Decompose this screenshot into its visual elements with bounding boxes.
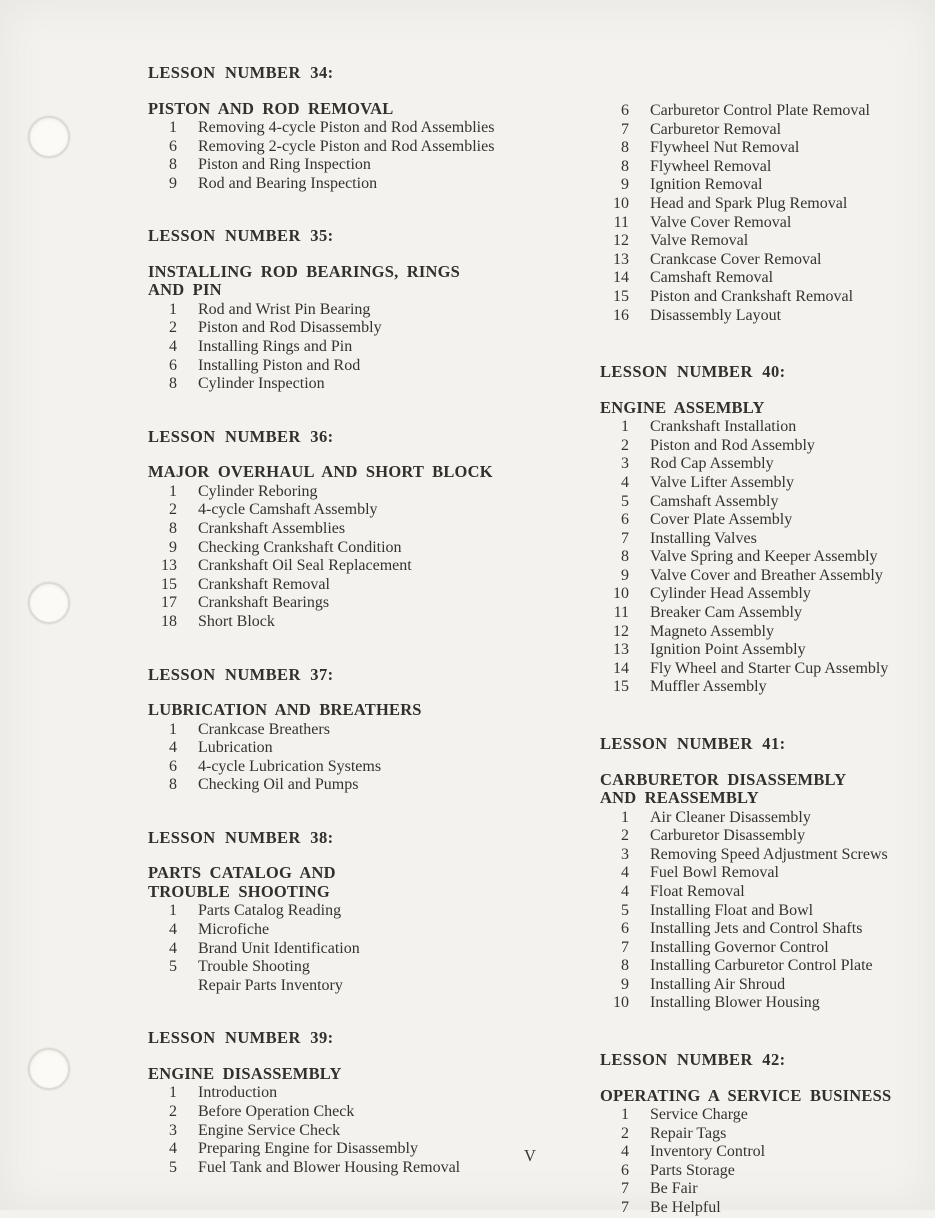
toc-item: [600, 567, 935, 586]
item-title: Installing Governor Control: [650, 938, 829, 956]
section-title: PISTON AND ROD REMOVAL: [148, 98, 394, 118]
item-page-number: 9: [169, 174, 177, 192]
item-page-number: 7: [621, 1199, 629, 1217]
item-page-number: 1: [169, 1084, 177, 1102]
toc-item: [600, 511, 935, 530]
item-title: Inventory Control: [650, 1143, 766, 1161]
item-title: Before Operation Check: [198, 1103, 355, 1121]
item-title: Flywheel Nut Removal: [650, 139, 800, 157]
item-page-number: 1: [621, 418, 629, 436]
toc-item: [600, 902, 935, 921]
item-page-number: 1: [621, 1106, 629, 1124]
toc-item-list: [600, 1106, 935, 1218]
toc-item-list: [600, 102, 935, 325]
item-title: Checking Oil and Pumps: [198, 776, 359, 794]
lesson-heading: LESSON NUMBER 35:: [148, 226, 334, 246]
item-title: Trouble Shooting: [198, 958, 310, 976]
lesson-block: [600, 735, 935, 1013]
item-title: Crankshaft Removal: [198, 575, 330, 593]
item-page-number: 4: [621, 1143, 629, 1161]
toc-item-list: [148, 301, 593, 394]
toc-item: [600, 1199, 935, 1218]
lesson-block: [148, 666, 593, 795]
toc-item: [600, 176, 935, 195]
item-title: Valve Cover and Breather Assembly: [650, 566, 883, 584]
item-title: Piston and Ring Inspection: [198, 156, 371, 174]
item-title: Be Fair: [650, 1180, 698, 1198]
item-title: Parts Catalog Reading: [198, 902, 342, 920]
item-page-number: 13: [613, 250, 629, 268]
item-title: Service Charge: [650, 1106, 748, 1124]
punch-hole: [28, 116, 70, 158]
item-page-number: 5: [169, 1158, 177, 1176]
section-title: LUBRICATION AND BREATHERS: [148, 700, 422, 720]
item-title: Be Helpful: [650, 1199, 721, 1217]
toc-item: [148, 1084, 593, 1103]
toc-item: [148, 958, 593, 977]
item-title: Repair Tags: [650, 1124, 727, 1142]
toc-item: [600, 307, 935, 326]
toc-item: [600, 493, 935, 512]
item-page-number: 6: [169, 356, 177, 374]
item-title: Installing Piston and Rod: [198, 356, 361, 374]
lesson-block: [148, 227, 593, 393]
section-title: MAJOR OVERHAUL AND SHORT BLOCK: [148, 462, 493, 482]
item-title: Breaker Cam Assembly: [650, 604, 802, 622]
item-page-number: 6: [621, 511, 629, 529]
item-title: Removing 2-cycle Piston and Rod Assemblies: [198, 137, 495, 155]
toc-item: [148, 1122, 593, 1141]
item-page-number: 2: [169, 1103, 177, 1121]
item-page-number: 2: [621, 1124, 629, 1142]
item-title: Crankcase Breathers: [198, 720, 330, 738]
section-title: ENGINE ASSEMBLY: [600, 397, 765, 417]
lesson-block: [600, 363, 935, 697]
item-title: Cover Plate Assembly: [650, 511, 793, 529]
toc-item: [600, 1125, 935, 1144]
item-page-number: 8: [169, 375, 177, 393]
item-title: Cylinder Inspection: [198, 375, 325, 393]
item-title: Valve Removal: [650, 232, 749, 250]
page-number: V: [524, 1146, 536, 1165]
lesson-block: [148, 64, 593, 193]
item-title: Installing Float and Bowl: [650, 901, 814, 919]
item-page-number: 4: [169, 1140, 177, 1158]
item-title: Installing Air Shroud: [650, 975, 786, 993]
item-title: Removing Speed Adjustment Screws: [650, 845, 888, 863]
item-title: Valve Lifter Assembly: [650, 473, 794, 491]
toc-item: [148, 357, 593, 376]
item-page-number: 9: [169, 538, 177, 556]
item-title: Float Removal: [650, 882, 745, 900]
item-title: Camshaft Assembly: [650, 492, 779, 510]
item-page-number: 9: [621, 566, 629, 584]
toc-item: [148, 739, 593, 758]
toc-item: [148, 483, 593, 502]
toc-item: [600, 920, 935, 939]
toc-item: [148, 119, 593, 138]
item-page-number: 8: [621, 548, 629, 566]
item-title: Introduction: [198, 1084, 278, 1102]
item-title: Cylinder Reboring: [198, 482, 318, 500]
item-page-number: 2: [621, 436, 629, 454]
item-title: 4-cycle Lubrication Systems: [198, 757, 382, 775]
toc-item: [148, 940, 593, 959]
toc-item: [600, 474, 935, 493]
toc-item: [148, 319, 593, 338]
item-page-number: 2: [169, 501, 177, 519]
toc-item: [148, 138, 593, 157]
lesson-block: [600, 1051, 935, 1218]
right-column: [600, 64, 935, 1218]
toc-item: [600, 102, 935, 121]
toc-item: [600, 660, 935, 679]
toc-item: [148, 175, 593, 194]
lesson-heading: LESSON NUMBER 36:: [148, 426, 334, 446]
toc-item: [600, 530, 935, 549]
item-title: Flywheel Removal: [650, 157, 772, 175]
toc-item: [600, 623, 935, 642]
item-page-number: 7: [621, 1180, 629, 1198]
item-title: Engine Service Check: [198, 1121, 341, 1139]
item-page-number: 14: [613, 659, 629, 677]
item-page-number: 2: [169, 319, 177, 337]
item-page-number: 1: [169, 902, 177, 920]
item-page-number: 8: [621, 157, 629, 175]
item-page-number: 11: [613, 604, 629, 622]
item-page-number: 9: [621, 975, 629, 993]
toc-item: [148, 902, 593, 921]
item-page-number: 7: [621, 120, 629, 138]
item-title: Camshaft Removal: [650, 269, 774, 287]
toc-item: [148, 977, 593, 996]
toc-item: [600, 1162, 935, 1181]
lesson-heading: LESSON NUMBER 39:: [148, 1028, 334, 1048]
toc-item: [600, 994, 935, 1013]
item-title: Crankcase Cover Removal: [650, 250, 822, 268]
item-page-number: 4: [621, 882, 629, 900]
section-title: PARTS CATALOG AND: [148, 863, 336, 883]
item-page-number: 8: [169, 156, 177, 174]
item-title: Parts Storage: [650, 1161, 735, 1179]
toc-item-list: [148, 483, 593, 632]
item-page-number: 1: [169, 482, 177, 500]
toc-item: [600, 288, 935, 307]
item-page-number: 3: [169, 1121, 177, 1139]
lesson-heading: LESSON NUMBER 38:: [148, 827, 334, 847]
item-page-number: 4: [621, 864, 629, 882]
item-title: Installing Blower Housing: [650, 994, 820, 1012]
item-page-number: 6: [169, 757, 177, 775]
item-title: Head and Spark Plug Removal: [650, 194, 848, 212]
item-page-number: 5: [169, 958, 177, 976]
item-title: Ignition Point Assembly: [650, 641, 806, 659]
item-title: Checking Crankshaft Condition: [198, 538, 402, 556]
toc-item: [600, 864, 935, 883]
toc-item: [600, 1106, 935, 1125]
item-page-number: 9: [621, 176, 629, 194]
item-page-number: 14: [613, 269, 629, 287]
item-title: Rod and Bearing Inspection: [198, 174, 378, 192]
item-title: Piston and Crankshaft Removal: [650, 287, 854, 305]
toc-item-list: [600, 809, 935, 1014]
item-title: Microfiche: [198, 921, 270, 939]
item-title: Carburetor Control Plate Removal: [650, 102, 870, 119]
toc-item: [148, 1103, 593, 1122]
section-title: AND REASSEMBLY: [600, 788, 759, 808]
item-page-number: 4: [169, 921, 177, 939]
item-title: Fuel Bowl Removal: [650, 864, 779, 882]
toc-item: [600, 846, 935, 865]
toc-item: [148, 539, 593, 558]
item-title: Fly Wheel and Starter Cup Assembly: [650, 659, 889, 677]
item-page-number: 6: [621, 102, 629, 119]
toc-item: [600, 121, 935, 140]
item-title: Carburetor Disassembly: [650, 827, 806, 845]
item-page-number: 12: [613, 232, 629, 250]
item-page-number: 13: [613, 641, 629, 659]
toc-item: [600, 1180, 935, 1199]
item-title: 4-cycle Camshaft Assembly: [198, 501, 378, 519]
item-title: Crankshaft Bearings: [198, 594, 330, 612]
item-title: Crankshaft Oil Seal Replacement: [198, 557, 412, 575]
item-page-number: 11: [613, 213, 629, 231]
item-title: Rod Cap Assembly: [650, 455, 774, 473]
toc-item: [148, 156, 593, 175]
item-page-number: 7: [621, 529, 629, 547]
toc-item-list: [148, 721, 593, 795]
item-title: Short Block: [198, 613, 275, 630]
toc-item: [600, 585, 935, 604]
item-page-number: 6: [621, 920, 629, 938]
item-page-number: 1: [169, 300, 177, 318]
item-title: Lubrication: [198, 739, 273, 757]
left-column: [148, 64, 593, 1177]
lesson-block: [148, 829, 593, 995]
item-title: Piston and Rod Assembly: [650, 436, 815, 454]
item-page-number: 3: [621, 845, 629, 863]
item-page-number: 4: [169, 939, 177, 957]
item-page-number: 1: [169, 720, 177, 738]
item-title: Removing 4-cycle Piston and Rod Assemblies: [198, 119, 495, 136]
toc-item-list: [148, 902, 593, 995]
item-page-number: 17: [161, 594, 177, 612]
toc-item: [600, 809, 935, 828]
lesson-heading: LESSON NUMBER 41:: [600, 734, 786, 754]
item-title: Ignition Removal: [650, 176, 763, 194]
item-page-number: 13: [161, 557, 177, 575]
item-page-number: 4: [169, 739, 177, 757]
item-title: Disassembly Layout: [650, 306, 782, 324]
item-page-number: 12: [613, 622, 629, 640]
toc-item: [148, 375, 593, 394]
toc-item: [600, 604, 935, 623]
toc-item: [600, 251, 935, 270]
item-page-number: 8: [621, 957, 629, 975]
item-title: Cylinder Head Assembly: [650, 585, 811, 603]
item-title: Carburetor Removal: [650, 120, 782, 138]
item-page-number: 10: [613, 994, 629, 1012]
item-page-number: 16: [613, 306, 629, 324]
toc-item: [148, 576, 593, 595]
toc-item: [148, 921, 593, 940]
item-title: Installing Valves: [650, 529, 757, 547]
item-title: Muffler Assembly: [650, 678, 767, 696]
toc-item: [600, 195, 935, 214]
item-title: Installing Rings and Pin: [198, 338, 353, 356]
item-page-number: 2: [621, 827, 629, 845]
toc-item: [600, 548, 935, 567]
item-page-number: 4: [621, 473, 629, 491]
section-title: ENGINE DISASSEMBLY: [148, 1063, 342, 1083]
toc-item: [148, 721, 593, 740]
section-title: INSTALLING ROD BEARINGS, RINGS: [148, 261, 461, 281]
item-title: Preparing Engine for Disassembly: [198, 1140, 418, 1158]
item-page-number: 1: [621, 808, 629, 826]
item-page-number: 15: [613, 287, 629, 305]
section-title: OPERATING A SERVICE BUSINESS: [600, 1085, 892, 1105]
item-page-number: 18: [161, 613, 177, 630]
toc-item: [148, 776, 593, 795]
toc-item: [600, 437, 935, 456]
item-page-number: 3: [621, 455, 629, 473]
item-page-number: 8: [169, 520, 177, 538]
item-title: Brand Unit Identification: [198, 939, 360, 957]
toc-item: [600, 939, 935, 958]
toc-item: [600, 678, 935, 697]
toc-item: [148, 557, 593, 576]
item-title: Installing Jets and Control Shafts: [650, 920, 863, 938]
item-title: Repair Parts Inventory: [198, 976, 343, 994]
toc-item: [600, 158, 935, 177]
toc-item: [148, 594, 593, 613]
item-title: Fuel Tank and Blower Housing Removal: [198, 1158, 461, 1176]
lesson-heading: LESSON NUMBER 40:: [600, 362, 786, 382]
item-page-number: 10: [613, 585, 629, 603]
item-page-number: 4: [169, 338, 177, 356]
section-title: AND PIN: [148, 280, 222, 300]
toc-item: [600, 1143, 935, 1162]
toc-item: [600, 455, 935, 474]
toc-item: [148, 338, 593, 357]
item-page-number: 5: [621, 492, 629, 510]
item-page-number: 5: [621, 901, 629, 919]
toc-item: [600, 827, 935, 846]
item-page-number: 10: [613, 194, 629, 212]
toc-item: [600, 269, 935, 288]
toc-item: [600, 976, 935, 995]
item-title: Rod and Wrist Pin Bearing: [198, 300, 371, 318]
toc-item: [148, 501, 593, 520]
item-page-number: 1: [169, 119, 177, 136]
toc-item: [600, 641, 935, 660]
punch-hole: [28, 582, 70, 624]
lesson-heading: LESSON NUMBER 34:: [148, 63, 334, 82]
item-page-number: 15: [613, 678, 629, 696]
lesson-block: [148, 428, 593, 632]
toc-item-list: [600, 418, 935, 697]
item-title: Piston and Rod Disassembly: [198, 319, 382, 337]
item-title: Crankshaft Assemblies: [198, 520, 346, 538]
item-title: Magneto Assembly: [650, 622, 774, 640]
toc-item: [600, 418, 935, 437]
lesson-heading: LESSON NUMBER 37:: [148, 664, 334, 684]
item-title: Crankshaft Installation: [650, 418, 797, 436]
toc-item: [600, 139, 935, 158]
punch-hole: [28, 1048, 70, 1090]
item-page-number: 7: [621, 938, 629, 956]
toc-item: [148, 301, 593, 320]
item-page-number: 6: [621, 1161, 629, 1179]
section-title: CARBURETOR DISASSEMBLY: [600, 769, 847, 789]
item-page-number: 8: [621, 139, 629, 157]
toc-item: [148, 520, 593, 539]
item-page-number: 8: [169, 776, 177, 794]
toc-item-list: [148, 119, 593, 193]
toc-item: [600, 883, 935, 902]
item-page-number: 6: [169, 137, 177, 155]
lesson-continuation-block: [600, 102, 935, 325]
item-page-number: 15: [161, 575, 177, 593]
lesson-heading: LESSON NUMBER 42:: [600, 1050, 786, 1070]
toc-item: [600, 214, 935, 233]
item-page-number: [148, 977, 177, 996]
item-title: Installing Carburetor Control Plate: [650, 957, 873, 975]
toc-item: [148, 758, 593, 777]
item-title: Valve Spring and Keeper Assembly: [650, 548, 878, 566]
toc-item: [148, 613, 593, 632]
section-title: TROUBLE SHOOTING: [148, 881, 330, 901]
toc-item: [600, 957, 935, 976]
item-title: Valve Cover Removal: [650, 213, 792, 231]
item-title: Air Cleaner Disassembly: [650, 808, 811, 826]
toc-item: [600, 232, 935, 251]
